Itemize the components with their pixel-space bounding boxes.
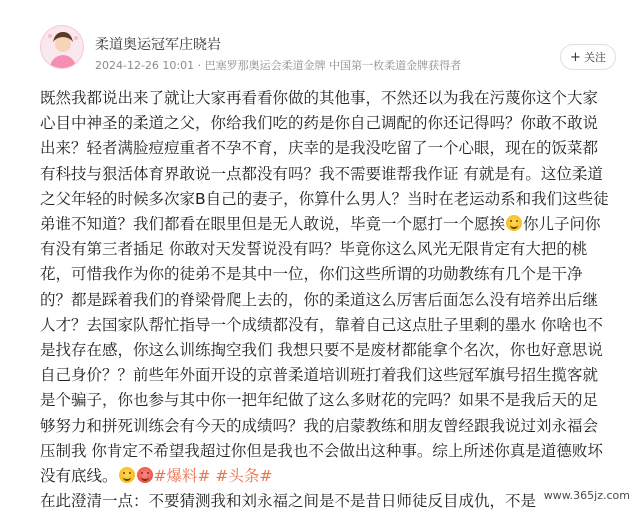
grin-emoji-icon [506,215,522,231]
post-text-1: 既然我都说出来了就让大家再看看你做的其他事，不然还以为我在污蔑你这个大家心目中神圣的柔道之父，你给我们吃的药是你自己调配的你还记得吗？你敢不敢说出来？轻者满脸痘痘重者不孕不育，庆幸的是我没吃留了一个心眼，现在的饭菜都有科技与狠活体育界敢说一点都没有吗？我不需要谁帮我作证 有就是有。这位柔道之父年轻的时候多次家B自己的妻子，你算什么男人？当时在老运动系和我们这些徒弟谁不知道？我们都看在眼里但是无人敢说，毕竟一个愿打一个愿挨 [40,89,609,234]
follow-button[interactable] [560,44,616,70]
angry-emoji-icon [137,467,153,483]
author-name[interactable]: 柔道奥运冠军庄晓岩 [95,37,221,53]
post-header [0,0,636,80]
post-text-2: 你儿子问你有没有第三者插足 你敢对天发誓说没有吗？毕竟你这么风光无限肯定有大把的桃花，可惜我作为你的徒弟不是其中一位，你们这些所谓的功勋教练有几个是干净的？都是踩着我们的脊梁骨爬上去的，你的柔道这么厉害后面怎么没有培养出后继人才？去国家队帮忙指导一个成绩都没有，靠着自己这点肚子里剩的墨水 你啥也不是找存在感，你这么训练掏空我们 我想只要不是废材都能拿个名次，你也好意思说自己身价？？前些年外面开设的京普柔道培训班打着我们这些冠军旗号招生揽客就是个骗子，你也参与其中你一把年纪做了这么多财花的完吗？如果不是我后天的足够努力和拼死训练会有今天的成绩吗？我的启蒙教练和朋友曾经跟我说过刘永福会压制我 你肯定不希望我超过你但是我也不会做出这种事。综上所述你真是道德败坏没有底线。 [40,215,603,486]
post-meta: 2024-12-26 10:01 · 巴塞罗那奥运会柔道金牌 中国第一枚柔道金牌获得者 [95,59,462,72]
plus-icon: + [570,49,581,65]
post-paragraph [40,86,610,489]
follow-label: 关注 [583,51,606,64]
avatar[interactable] [40,25,84,69]
post-body [40,86,610,514]
hashtag-links[interactable]: #爆料# #头条# [153,467,273,486]
watermark: www.365jz.com [543,489,630,502]
post-text-3: 在此澄清一点：不要猜测我和刘永福之间是不是昔日师徒反目成仇，不是 [40,492,537,511]
smile-emoji-icon [119,467,135,483]
post-paragraph [40,489,610,514]
avatar-icon [41,26,84,69]
